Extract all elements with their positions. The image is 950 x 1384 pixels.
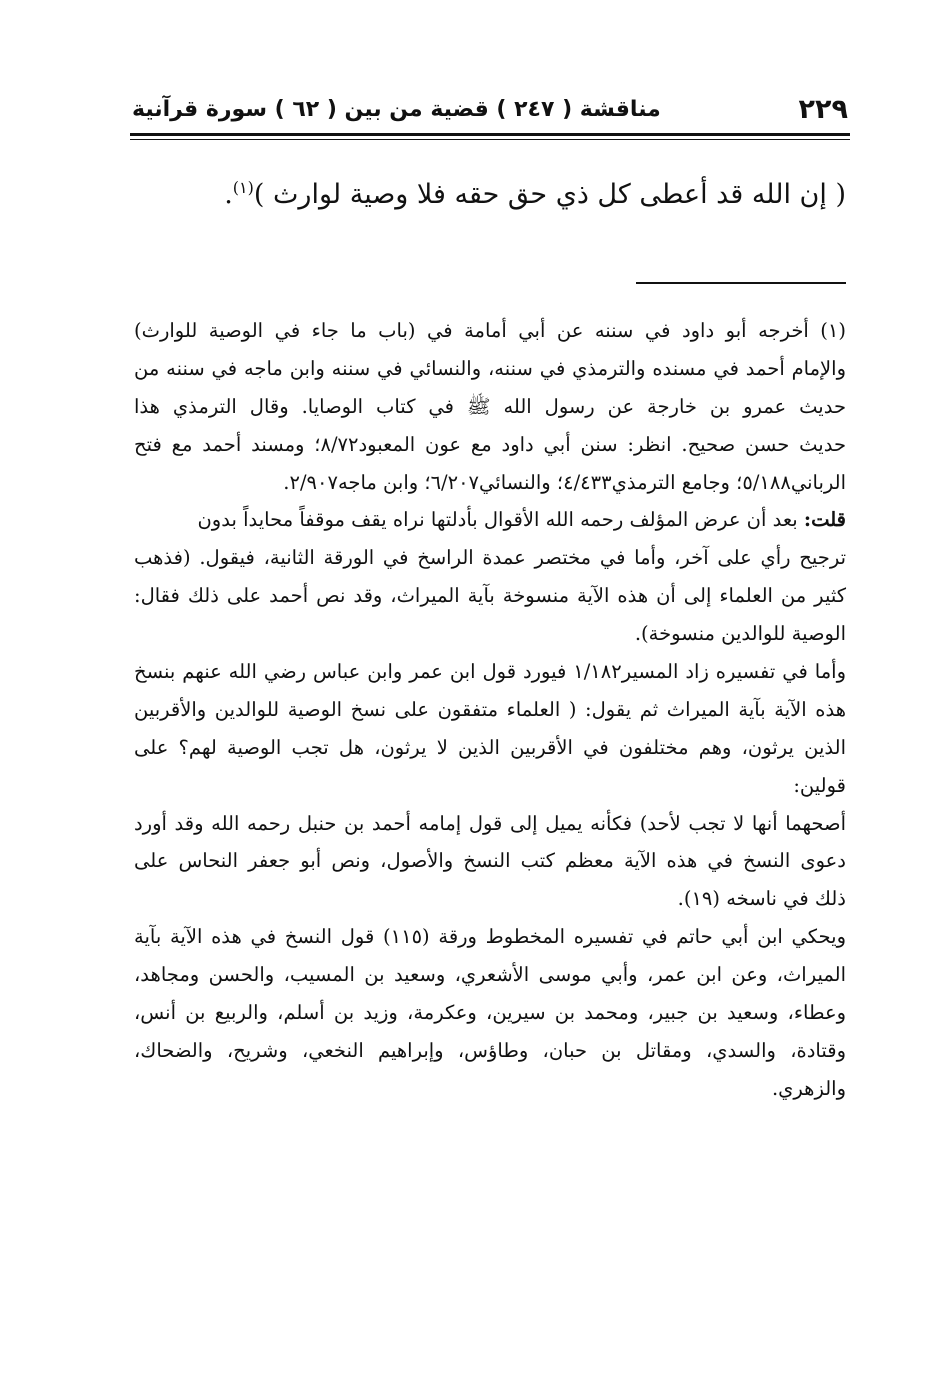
header-rule-thick — [130, 133, 850, 136]
comment-line: الوصية للوالدين منسوخة). — [634, 622, 846, 646]
footnote-line: حديث حسن صحيح. انظر: سنن أبي داود مع عون المعبود٨/٧٢؛ ومسند أحمد مع فتح — [134, 432, 847, 456]
running-title: مناقشة ( ٢٤٧ ) قضية من بين ( ٦٢ ) سورة قرآنية — [132, 97, 661, 122]
paragraph-line: هذه الآية بآية الميراث ثم يقول: ( العلماء متفقون على نسخ الوصية للوالدين والأقربين — [134, 697, 846, 721]
comment-text: بعد أن عرض المؤلف رحمه الله الأقوال بأدلتها نراه يقف موقفاً محايداً بدون — [197, 508, 804, 532]
comment-label: قلت: — [803, 508, 846, 532]
paragraph-line: الذين يرثون، وهم مختلفون في الأقربين الذين لا يرثون، هل تجب الوصية لهم؟ على — [134, 735, 846, 759]
paragraph-line: الميراث، وعن ابن عمر، وأبي موسى الأشعري، وسعيد بن المسيب، والحسن ومجاهد، — [134, 963, 847, 987]
paragraph-line: دعوى النسخ في هذه الآية معظم كتب النسخ والأصول، ونص أبو جعفر النحاس على — [134, 849, 846, 873]
comment-first-line — [134, 501, 846, 539]
page-header — [132, 92, 848, 128]
text-body — [134, 312, 846, 1108]
comment-line: كثير من العلماء إلى أن هذه الآية منسوخة بآية الميراث، وقد نص أحمد على ذلك فقال: — [134, 584, 846, 608]
header-rule-thin — [130, 139, 850, 140]
footnote-separator — [636, 282, 846, 284]
paragraph-line: أصحهما أنها لا تجب لأحد) فكأنه يميل إلى قول إمامه أحمد بن حنبل رحمه الله وقد أورد — [134, 811, 846, 835]
quote-end: . — [224, 179, 233, 210]
footnote-line: حديث عمرو بن خارجة عن رسول الله ﷺ في كتاب الوصايا. وقال الترمذي هذا — [134, 394, 846, 418]
footnote-line: (١) أخرجه أبو داود في سننه عن أبي أمامة في (باب ما جاء في الوصية للوارث) — [134, 319, 846, 342]
paragraph-line: وأما في تفسيره زاد المسير١/١٨٢ فيورد قول ابن عمر وابن عباس رضي الله عنهم بنسخ — [134, 660, 846, 684]
paragraph-line: وعطاء، وسعيد بن جبير، ومحمد بن سيرين، وعكرمة، وزيد بن أسلم، والربيع بن أنس، — [134, 1001, 846, 1025]
footnote-line: والإمام أحمد في مسنده والترمذي في سننه، والنسائي في سننه وابن ماجه في سننه من — [134, 356, 846, 380]
paragraph-line: ويحكي ابن أبي حاتم في تفسيره المخطوط ورقة (١١٥) قول النسخ في هذه الآية بآية — [134, 925, 846, 949]
quote-text: ( إن الله قد أعطى كل ذي حق حقه فلا وصية لوارث ) — [253, 179, 846, 210]
footnote-ref: (١) — [232, 178, 254, 197]
paragraph-line: قولين: — [793, 773, 846, 797]
paragraph-line: ذلك في ناسخه (١٩). — [677, 887, 846, 911]
paragraph-line: والزهري. — [771, 1076, 846, 1100]
hadith-quote — [126, 170, 846, 220]
footnote-line: الرباني٥/١٨٨؛ وجامع الترمذي٤/٤٣٣؛ والنسائي٦/٢٠٧؛ وابن ماجه٢/٩٠٧. — [283, 470, 846, 494]
paragraph-line: وقتادة، والسدي، ومقاتل بن حبان، وطاؤس، وإبراهيم النخعي، وشريح، والضحاك، — [134, 1038, 846, 1062]
comment-line: ترجيح رأي على آخر، وأما في مختصر عمدة الراسخ في الورقة الثانية، فيقول. (فذهب — [134, 546, 846, 570]
page-number: ٢٢٩ — [798, 94, 848, 125]
